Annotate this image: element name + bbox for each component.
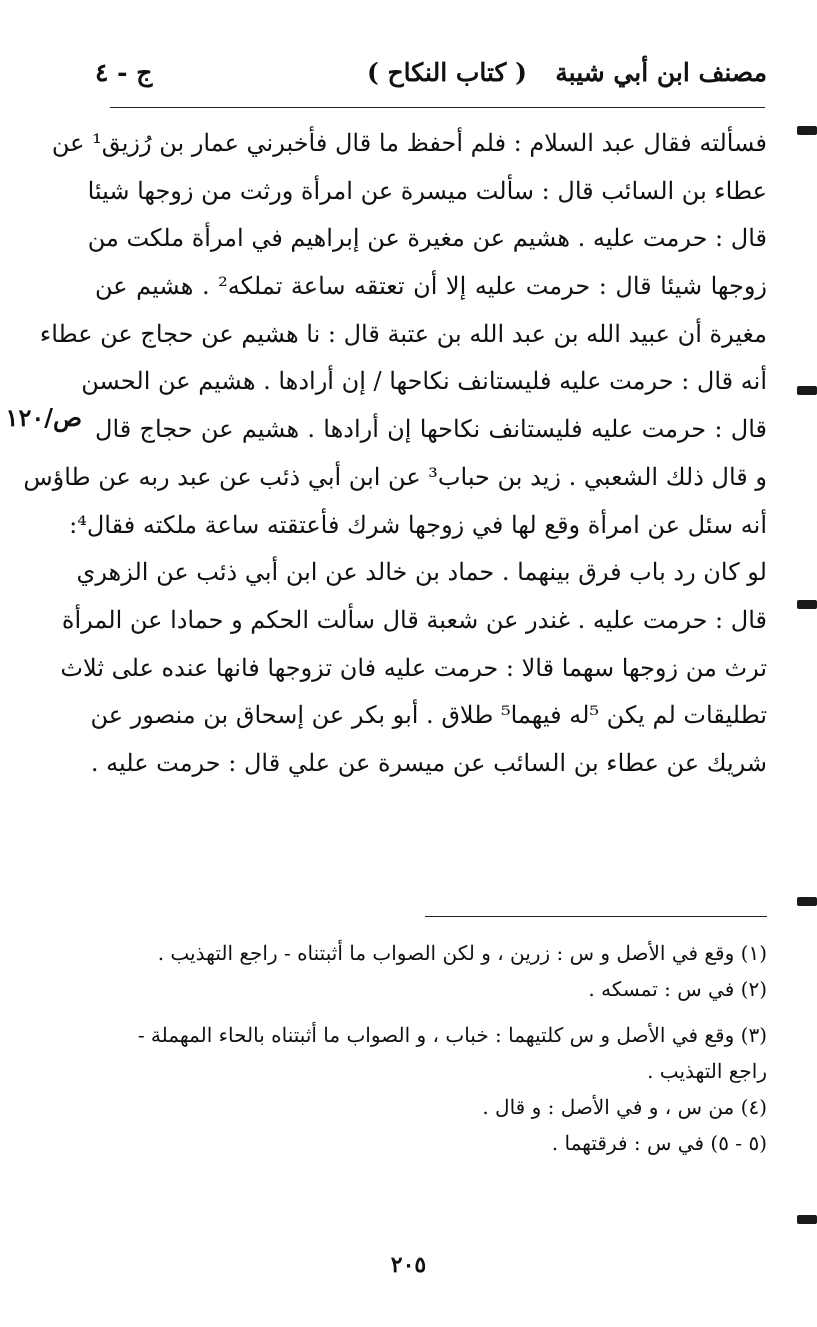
edge-mark [797, 897, 817, 906]
text-line: فسألته فقال عبد السلام : فلم أحفظ ما قال فأخبرني عمار بن رُزيق¹ عن [51, 129, 767, 157]
edge-mark [797, 1215, 817, 1224]
page-header [95, 58, 767, 102]
book-title: مصنف ابن أبي شيبة [555, 58, 767, 87]
text-line: زوجها شيئا قال : حرمت عليه إلا أن تعتقه ساعة تملكه² . هشيم عن [95, 272, 768, 301]
footnote: (٢) في س : تمسكه . [588, 977, 767, 1001]
volume-label: ج - ٤ [95, 58, 153, 87]
footnote-continuation: راجع التهذيب . [647, 1059, 767, 1083]
text-line: و قال ذلك الشعبي . زيد بن حباب³ عن ابن أبي ذئب عن عبد ربه عن طاؤس [23, 462, 767, 491]
text-line: قال : حرمت عليه . غندر عن شعبة قال سألت الحكم و حمادا عن المرأة [61, 605, 767, 634]
text-line: عطاء بن السائب قال : سألت ميسرة عن امرأة ورثت من زوجها شيئا [87, 176, 767, 205]
footnote: (١) وقع في الأصل و س : زرين ، و لكن الصواب ما أثبتناه - راجع التهذيب . [157, 941, 767, 965]
header-divider [110, 107, 765, 108]
edge-mark [797, 386, 817, 395]
footnote: (٥ - ٥) في س : فرقتهما . [551, 1131, 767, 1155]
text-line: قال : حرمت عليه فليستانف نكاحها إن أرادها . هشيم عن حجاج قال [95, 415, 767, 444]
footnote-divider [425, 916, 767, 917]
text-line: تطليقات لم يكن ⁵له فيهما⁵ طلاق . أبو بكر عن إسحاق بن منصور عن [90, 701, 767, 730]
text-line: أنه قال : حرمت عليه فليستانف نكاحها / إن أرادها . هشيم عن الحسن [81, 367, 767, 396]
text-line: مغيرة أن عبيد الله بن عبد الله بن عتبة قال : نا هشيم عن حجاج عن عطاء [39, 319, 767, 348]
text-line: قال : حرمت عليه . هشيم عن مغيرة عن إبراهيم في امرأة ملكت من [87, 224, 767, 253]
chapter-title: ( كتاب النكاح ) [366, 58, 527, 87]
text-line: لو كان رد باب فرق بينهما . حماد بن خالد عن ابن أبي ذئب عن الزهري [76, 558, 767, 587]
footnotes [95, 935, 767, 1161]
text-line: ترث من زوجها سهما قالا : حرمت عليه فان تزوجها فانها عنده على ثلاث [60, 653, 767, 682]
text-line: أنه سئل عن امرأة وقع لها في زوجها شرك فأعتقته ساعة ملكته فقال⁴: [69, 510, 767, 539]
footnote: (٣) وقع في الأصل و س كلتيهما : خباب ، و الصواب ما أثبتناه بالحاء المهملة - [137, 1023, 767, 1047]
text-line: شريك عن عطاء بن السائب عن ميسرة عن علي قال : حرمت عليه . [90, 748, 767, 777]
footnote: (٤) من س ، و في الأصل : و قال . [482, 1095, 767, 1119]
edge-mark [797, 600, 817, 609]
margin-page-reference: ص/١٢٠ [5, 403, 82, 432]
edge-mark [797, 126, 817, 135]
page-number: ٢٠٥ [390, 1252, 427, 1278]
